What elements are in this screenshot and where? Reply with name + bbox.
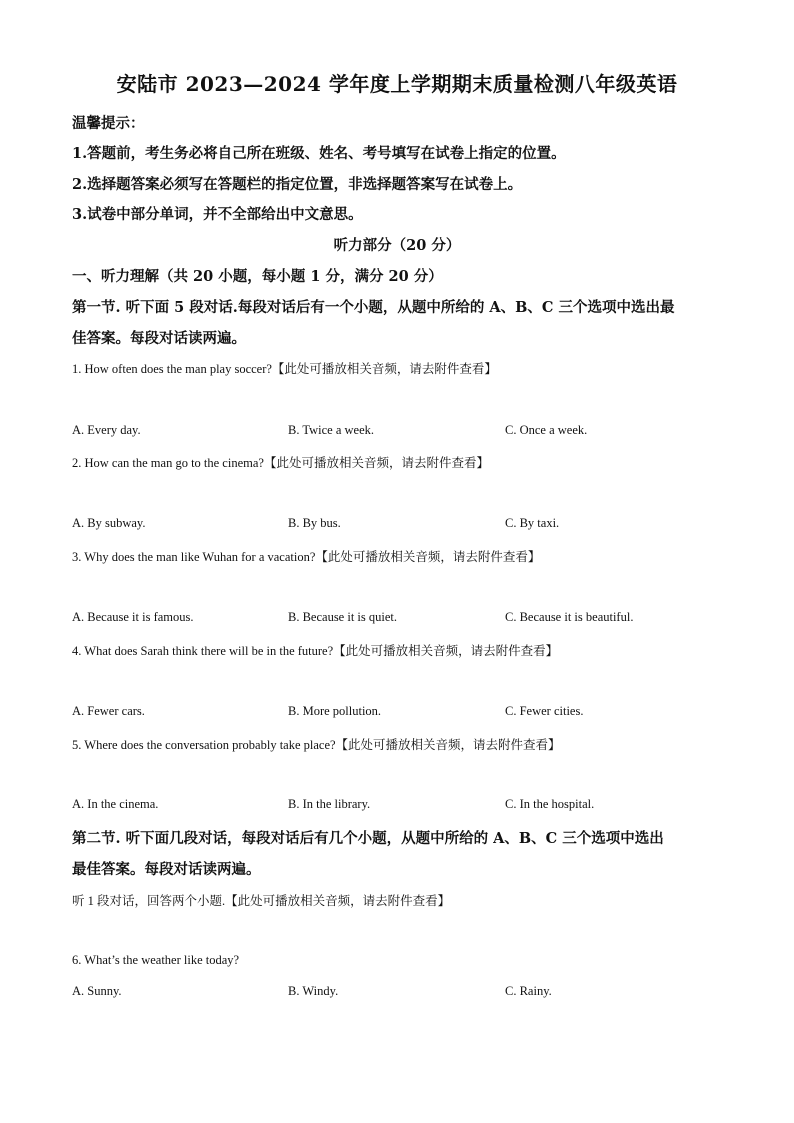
dialog-instruction: 听 1 段对话，回答两个小题.【此处可播放相关音频，请去附件查看】 — [72, 894, 451, 908]
option-a: A. By subway. — [72, 516, 146, 530]
tips-heading: 温馨提示： — [72, 115, 145, 132]
option-a: A. Every day. — [72, 423, 141, 437]
section-heading: 一、听力理解（共 20 小题，每小题 1 分，满分 20 分） — [72, 268, 443, 285]
option-c: C. Once a week. — [505, 423, 588, 437]
section-intro: 第一节. 听下面 5 段对话.每段对话后有一个小题，从题中所给的 A、B、C 三个选项中选出最 — [72, 299, 675, 316]
option-c: C. In the hospital. — [505, 797, 595, 811]
option-b: B. Windy. — [288, 984, 339, 998]
question-text: 4. What does Sarah think there will be in the future?【此处可播放相关音频，请去附件查看】 — [72, 644, 559, 658]
option-a: A. Because it is famous. — [72, 610, 194, 624]
page-title: 安陆市 2023—2024 学年度上学期期末质量检测八年级英语 — [116, 72, 678, 96]
tip-item: 1.答题前，考生务必将自己所在班级、姓名、考号填写在试卷上指定的位置。 — [72, 145, 566, 162]
option-b: B. Twice a week. — [288, 423, 375, 437]
section-intro: 第二节. 听下面几段对话，每段对话后有几个小题，从题中所给的 A、B、C 三个选项中选出 — [72, 830, 664, 847]
tip-item: 2.选择题答案必须写在答题栏的指定位置，非选择题答案写在试卷上。 — [72, 176, 523, 193]
section-intro: 最佳答案。每段对话读两遍。 — [72, 861, 261, 878]
option-b: B. In the library. — [288, 797, 371, 811]
question-text: 3. Why does the man like Wuhan for a vacation?【此处可播放相关音频，请去附件查看】 — [72, 550, 541, 564]
option-c: C. Fewer cities. — [505, 704, 584, 718]
question-text: 1. How often does the man play soccer?【此处可播放相关音频，请去附件查看】 — [72, 362, 497, 376]
part-title: 听力部分（20 分） — [333, 237, 461, 254]
option-a: A. Fewer cars. — [72, 704, 145, 718]
tip-item: 3.试卷中部分单词，并不全部给出中文意思。 — [72, 206, 363, 223]
question-text: 6. What’s the weather like today? — [72, 953, 240, 967]
option-c: C. By taxi. — [505, 516, 560, 530]
option-a: A. Sunny. — [72, 984, 122, 998]
option-c: C. Rainy. — [505, 984, 552, 998]
option-a: A. In the cinema. — [72, 797, 159, 811]
section-intro: 佳答案。每段对话读两遍。 — [72, 330, 246, 347]
option-b: B. Because it is quiet. — [288, 610, 398, 624]
option-b: B. More pollution. — [288, 704, 382, 718]
option-c: C. Because it is beautiful. — [505, 610, 634, 624]
question-text: 5. Where does the conversation probably take place?【此处可播放相关音频，请去附件查看】 — [72, 738, 561, 752]
option-b: B. By bus. — [288, 516, 341, 530]
question-text: 2. How can the man go to the cinema?【此处可播放相关音频，请去附件查看】 — [72, 456, 489, 470]
